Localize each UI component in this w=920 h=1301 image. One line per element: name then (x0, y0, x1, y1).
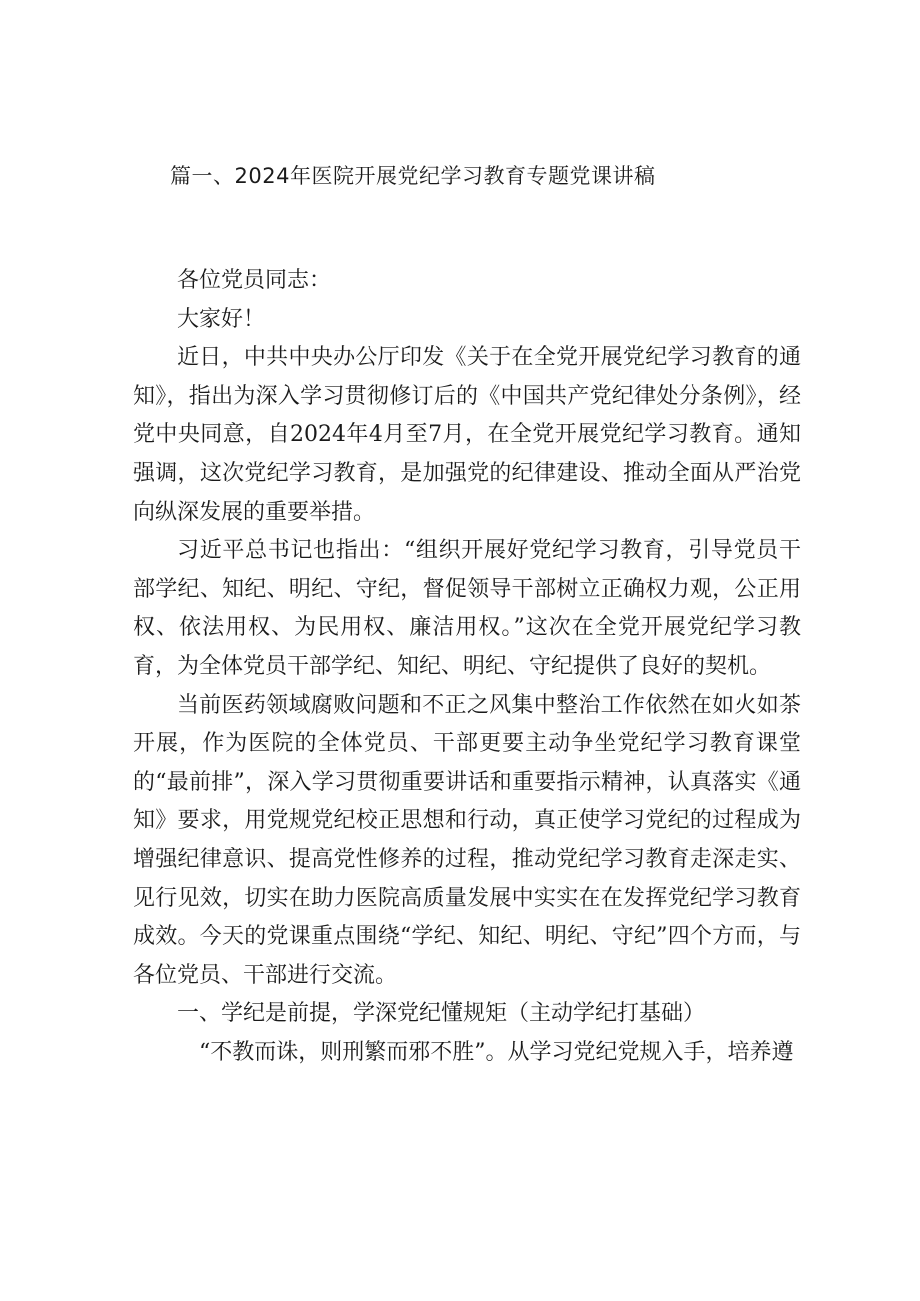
salutation: 各位党员同志： (177, 268, 332, 293)
paragraph-section-1-start: “不教而诛，则刑繁而邪不胜”。从学习党纪党规入手，培养遵 (199, 1039, 794, 1065)
paragraph-context: 当前医药领域腐败问题和不正之风集中整治工作依然在如火如茶开展，作为医院的全体党员、干部更要主动争坐党纪学习教育课堂的“最前排”，深入学习贯彻重要讲话和重要指示精神，认真落实《通知》要求，用党规党纪校正思想和行动，真正使学习党纪的过程成为增强纪律意识、提高党性修养的过程，推动党纪学习教育走深走实、见行见效，切实在助力医院高质量发展中实实在在发挥党纪学习教育成效。今天的党课重点围绕“学纪、知纪、明纪、守纪”四个方而，与各位党员、干部进行交流。 (133, 692, 801, 988)
greeting: 大家好！ (177, 306, 266, 332)
paragraph-quote: 习近平总书记也指出：“组织开展好党纪学习教育，引导党员干部学纪、知纪、明纪、守纪，督促领导干部树立正确权力观，公正用权、依法用权、为民用权、廉洁用权。”这次在全党开展党纪学习教育，为全体党员干部学纪、知纪、明纪、守纪提供了良好的契机。 (133, 538, 801, 679)
paragraph-notice: 近日，中共中央办公厅印发《关于在全党开展党纪学习教育的通知》，指出为深入学习贯彻修订后的《中国共产党纪律处分条例》，经党中央同意，自2024年4月至7月，在全党开展党纪学习教育。通知强调，这次党纪学习教育，是加强党的纪律建设、推动全面从严治党向纵深发展的重要举措。 (133, 345, 801, 525)
document-title: 篇一、2024年医院开展党纪学习教育专题党课讲稿 (170, 164, 656, 188)
document-body (133, 262, 801, 1072)
section-heading-1: 一、学纪是前提，学深党纪懂规矩（主动学纪打基础） (177, 1001, 706, 1027)
